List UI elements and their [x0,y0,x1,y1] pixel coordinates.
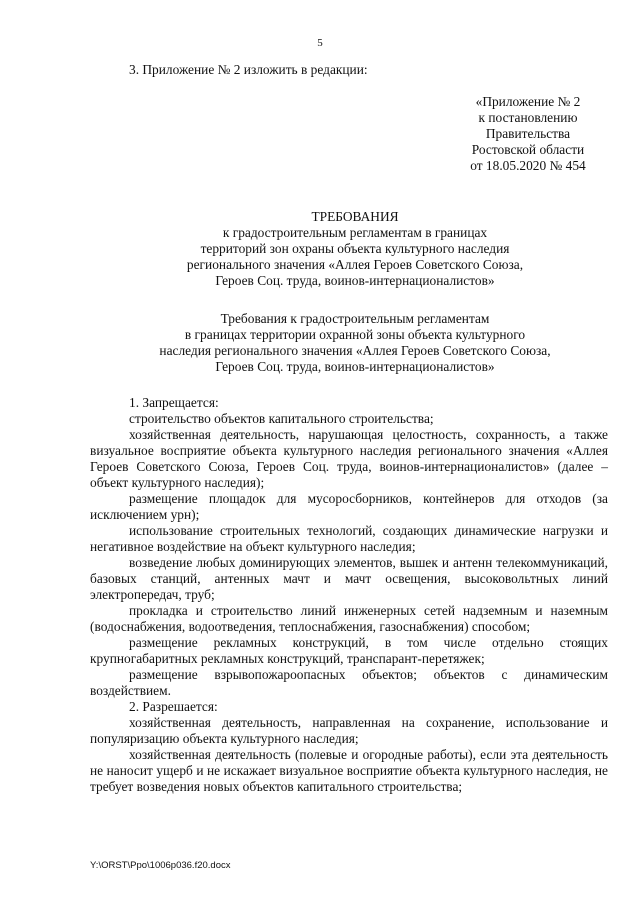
title-line: Героев Соц. труда, воинов-интернационалистов» [215,273,495,288]
body-paragraph: размещение рекламных конструкций, в том числе отдельно стоящих крупногабаритных рекламных конструкций, транспарант-перетяжек; [90,635,608,666]
approval-line: к постановлению [478,110,578,125]
subtitle-line: наследия регионального значения «Аллея Героев Советского Союза, [159,343,551,358]
page-number: 5 [317,37,323,49]
title-line: территорий зон охраны объекта культурного наследия [200,241,510,256]
body-paragraph: использование строительных технологий, создающих динамические нагрузки и негативное воздействие на объект культурного наследия; [90,523,608,554]
approval-line: от 18.05.2020 № 454 [470,158,586,173]
body-paragraph: хозяйственная деятельность, направленная на сохранение, использование и популяризацию объекта культурного наследия; [90,715,608,746]
title-line: к градостроительным регламентам в границах [222,225,488,240]
document-body [90,395,608,795]
document-title [90,209,620,289]
approval-line: Ростовской области [471,142,585,157]
title-line: регионального значения «Аллея Героев Советского Союза, [186,257,524,272]
intro-line: 3. Приложение № 2 изложить в редакции: [129,62,368,77]
subtitle-line: в границах территории охранной зоны объекта культурного [184,327,526,342]
subtitle-line: Требования к градостроительным регламентам [220,311,490,326]
section-heading-permitted: 2. Разрешается: [129,699,218,714]
approval-line: Правительства [485,126,571,141]
body-paragraph: хозяйственная деятельность (полевые и огородные работы), если эта деятельность не наносит ущерб и не искажает визуальное восприятие объекта культурного наследия, не требует возведения новых объектов капитального строительства; [90,747,608,794]
body-paragraph: прокладка и строительство линий инженерных сетей надземным и наземным (водоснабжения, водоотведения, теплоснабжения, газоснабжения) способом; [90,603,608,634]
file-path-footer: Y:\ORST\Ppo\1006p036.f20.docx [90,860,231,871]
approval-stamp [448,94,608,174]
body-paragraph: хозяйственная деятельность, нарушающая целостность, сохранность, а также визуальное восприятие объекта культурного наследия регионального значения «Аллея Героев Советского Союза, Героев Соц. труда, воинов-интернационалистов» (далее – объект культурного наследия); [90,427,608,490]
body-paragraph: строительство объектов капитального строительства; [129,411,434,426]
subtitle-line: Героев Соц. труда, воинов-интернационалистов» [215,359,495,374]
document-subtitle [90,311,620,375]
body-paragraph: размещение взрывопожароопасных объектов; объектов с динамическим воздействием. [90,667,608,698]
section-heading-prohibited: 1. Запрещается: [129,395,219,410]
approval-line: «Приложение № 2 [475,94,581,109]
title-heading: ТРЕБОВАНИЯ [311,209,399,224]
body-paragraph: размещение площадок для мусоросборников, контейнеров для отходов (за исключением урн); [90,491,608,522]
body-paragraph: возведение любых доминирующих элементов, вышек и антенн телекоммуникаций, базовых станций, антенных мачт и мачт освещения, высоковольтных линий электропередач, труб; [90,555,608,602]
